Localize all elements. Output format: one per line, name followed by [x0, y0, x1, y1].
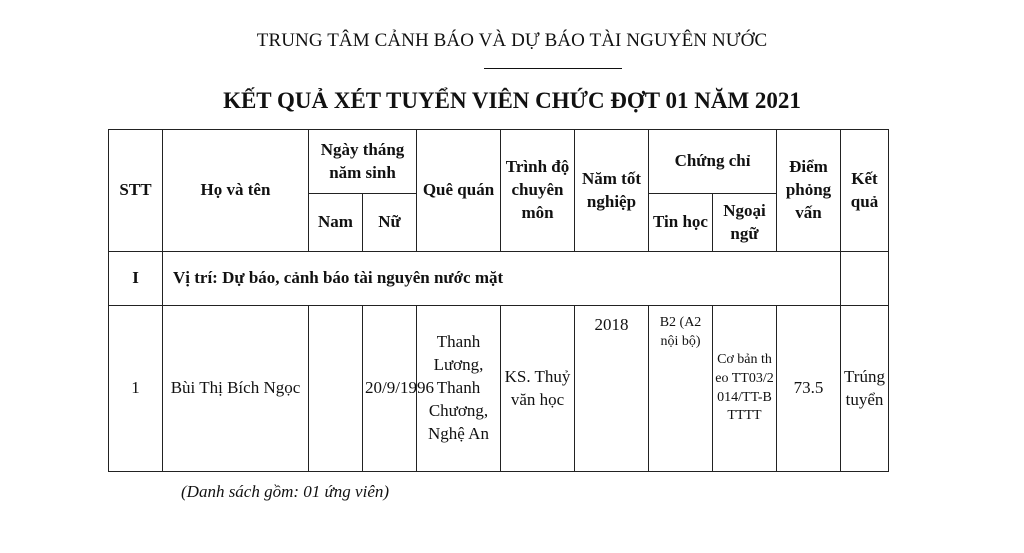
cell-it: B2 (A2 nội bộ) [649, 306, 713, 472]
section-row [109, 252, 889, 306]
cell-female: 20/9/1996 [363, 306, 417, 472]
cell-education: KS. Thuỷ văn học [501, 306, 575, 472]
cell-name: Bùi Thị Bích Ngọc [163, 306, 309, 472]
candidate-count-note: (Danh sách gồm: 01 ứng viên) [181, 482, 390, 501]
cell-result: Trúng tuyển [841, 306, 889, 472]
section-index: I [109, 252, 163, 306]
cell-grad-year: 2018 [575, 306, 649, 472]
header-certificates: Chứng chỉ [649, 130, 777, 194]
cell-male [309, 306, 363, 472]
table-row [109, 306, 889, 472]
header-divider [484, 68, 622, 69]
cell-stt: 1 [109, 306, 163, 472]
header-row-1 [109, 130, 889, 194]
cell-score: 73.5 [777, 306, 841, 472]
section-empty-cell [841, 252, 889, 306]
header-name: Họ và tên [163, 130, 309, 252]
header-result: Kết quả [841, 130, 889, 252]
header-dob: Ngày tháng năm sinh [309, 130, 417, 194]
cell-language: Cơ bản theo TT03/2014/TT-BTTTT [713, 306, 777, 472]
document-title: KẾT QUẢ XÉT TUYỂN VIÊN CHỨC ĐỢT 01 NĂM 2021 [223, 88, 801, 113]
header-female: Nữ [363, 194, 417, 252]
header-education: Trình độ chuyên môn [501, 130, 575, 252]
results-table [108, 129, 889, 472]
header-score: Điểm phỏng vấn [777, 130, 841, 252]
header-stt: STT [109, 130, 163, 252]
header-language: Ngoại ngữ [713, 194, 777, 252]
header-grad-year: Năm tốt nghiệp [575, 130, 649, 252]
header-male: Nam [309, 194, 363, 252]
organization-name: TRUNG TÂM CẢNH BÁO VÀ DỰ BÁO TÀI NGUYÊN NƯỚC [256, 30, 768, 51]
cell-hometown: Thanh Lương, Thanh Chương, Nghệ An [417, 306, 501, 472]
header-it: Tin học [649, 194, 713, 252]
header-hometown: Quê quán [417, 130, 501, 252]
section-label: Vị trí: Dự báo, cảnh báo tài nguyên nước mặt [163, 252, 841, 306]
